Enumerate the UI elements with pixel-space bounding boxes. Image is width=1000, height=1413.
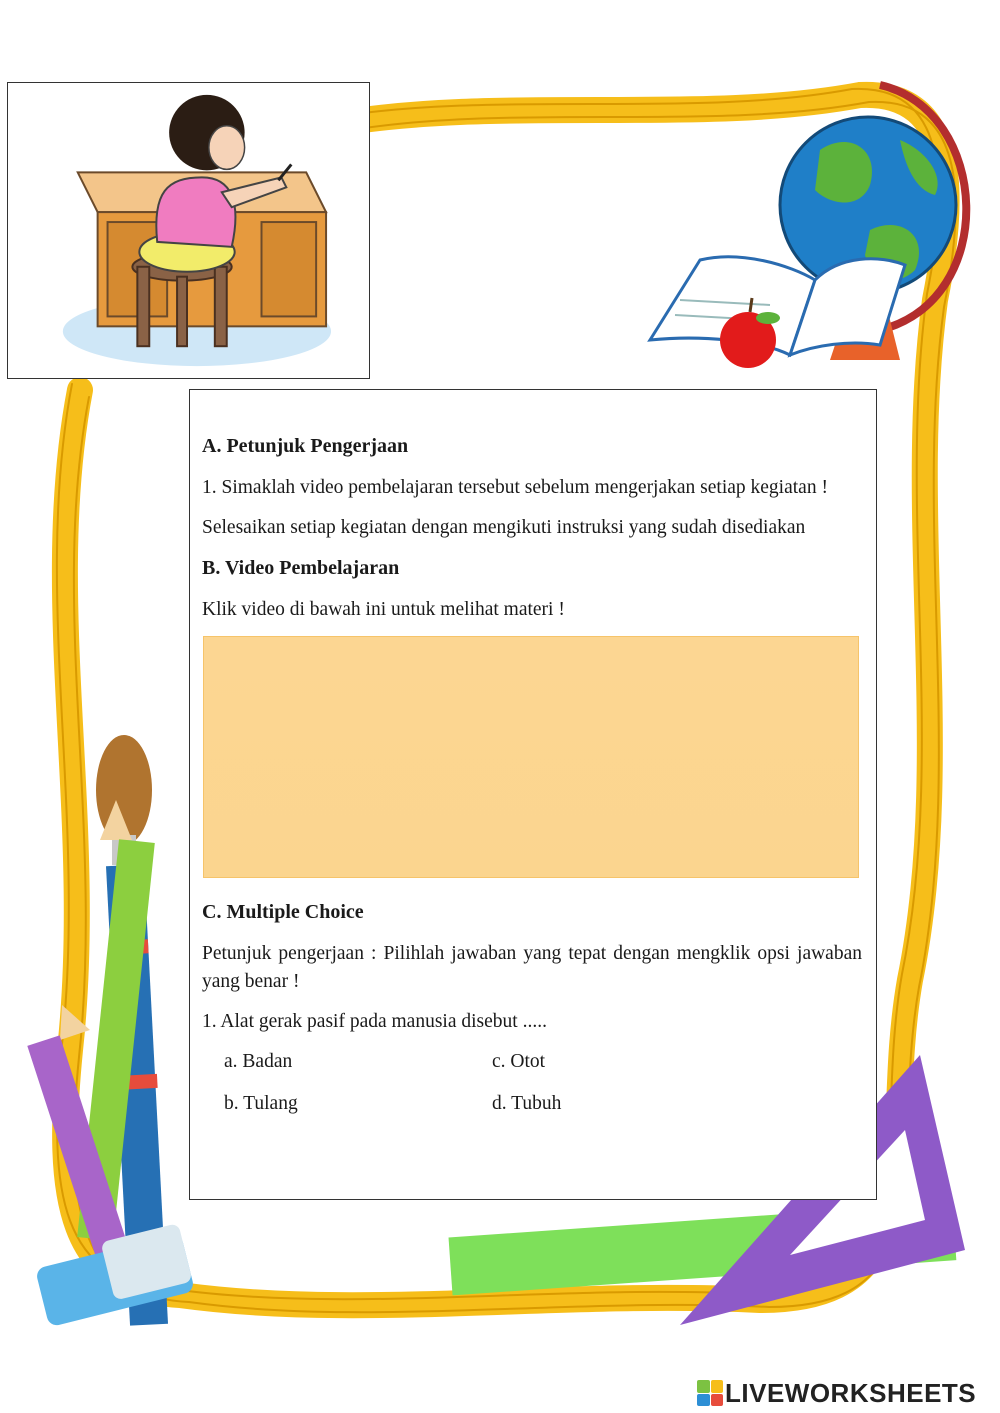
video-player-placeholder[interactable] [203,636,859,878]
answer-options [224,1048,862,1118]
worksheet-panel [189,389,877,1200]
book-illustration [650,257,905,355]
liveworksheets-logo-icon [697,1380,723,1406]
girl-studying-icon [8,83,369,378]
question-1: 1. Alat gerak pasif pada manusia disebut ..... [202,1011,547,1032]
instruction-paragraph-2: Selesaikan setiap kegiatan dengan mengikuti instruksi yang sudah disediakan [202,517,806,538]
student-illustration [7,82,370,379]
option-d[interactable]: d. Tubuh [492,1093,562,1114]
section-b-heading: B. Video Pembelajaran [202,557,400,579]
multiple-choice-instruction: Petunjuk pengerjaan : Pilihlah jawaban yang tepat dengan mengklik opsi jawaban yang benar ! [202,943,862,992]
section-c-heading: C. Multiple Choice [202,901,364,923]
option-a[interactable]: a. Badan [224,1051,293,1072]
video-instruction: Klik video di bawah ini untuk melihat materi ! [202,599,565,620]
instruction-paragraph-1: 1. Simaklah video pembelajaran tersebut sebelum mengerjakan setiap kegiatan ! [202,477,828,498]
option-b[interactable]: b. Tulang [224,1093,298,1114]
liveworksheets-brand [697,1376,976,1410]
section-a-heading: A. Petunjuk Pengerjaan [202,435,409,457]
option-c[interactable]: c. Otot [492,1051,546,1072]
brand-label: LIVEWORKSHEETS [725,1377,977,1408]
